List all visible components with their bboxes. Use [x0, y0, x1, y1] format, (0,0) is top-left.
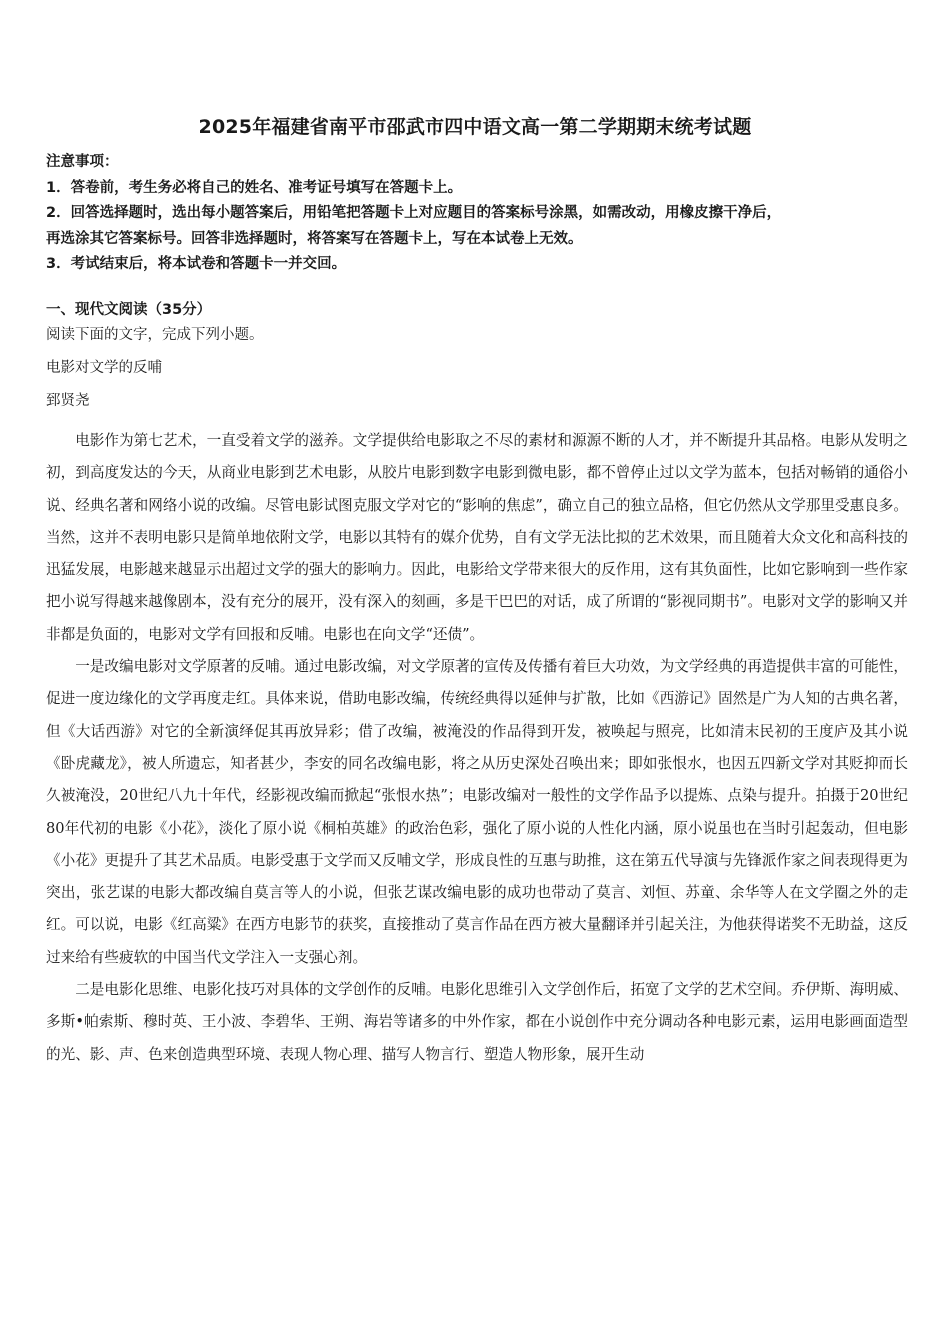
article-paragraph: 一是改编电影对文学原著的反哺。通过电影改编，对文学原著的宣传及传播有着巨大功效，为文学经典的再造提供丰富的可能性，促进一度边缘化的文学再度走红。具体来说，借助电影改编，传统经典得以延伸与扩散，比如《西游记》固然是广为人知的古典名著，但《大话西游》对它的全新演绎促其再放异彩；借了改编，被淹没的作品得到开发，被唤起与照亮，比如清末民初的王度庐及其小说《卧虎藏龙》，被人所遗忘，知者甚少，李安的同名改编电影，将之从历史深处召唤出来；即如张恨水，也因五四新文学对其贬抑而长久被淹没，20世纪八九十年代，经影视改编而掀起“张恨水热”；电影改编对一般性的文学作品予以提炼、点染与提升。拍摄于20世纪80年代初的电影《小花》，淡化了原小说《桐柏英雄》的政治色彩，强化了原小说的人性化内涵，原小说虽也在当时引起轰动，但电影《小花》更提升了其艺术品质。电影受惠于文学而又反哺文学，形成良性的互惠与助推，这在第五代导演与先锋派作家之间表现得更为突出，张艺谋的电影大都改编自莫言等人的小说，但张艺谋改编电影的成功也带动了莫言、刘恒、苏童、余华等人在文学圈之外的走红。可以说，电影《红高粱》在西方电影节的获奖，直接推动了莫言作品在西方被大量翻译并引起关注，为他获得诺奖不无助益，这反过来给有些疲软的中国当代文学注入一支强心剂。 [46, 658, 908, 966]
article-body [46, 425, 908, 1071]
article-paragraph: 二是电影化思维、电影化技巧对具体的文学创作的反哺。电影化思维引入文学创作后，拓宽了文学的艺术空间。乔伊斯、海明威、多斯•帕索斯、穆时英、王小波、李碧华、王朔、海岩等诸多的中外作家，都在小说创作中充分调动各种电影元素，运用电影画面造型的光、影、声、色来创造典型环境、表现人物心理、描写人物言行、塑造人物形象，展开生动 [46, 981, 908, 1063]
notice-item: 3．考试结束后，将本试卷和答题卡一并交回。 [46, 256, 347, 272]
article-author: 郅贤尧 [46, 393, 90, 409]
notice-item: 再选涂其它答案标号。回答非选择题时，将答案写在答题卡上，写在本试卷上无效。 [46, 230, 583, 247]
notice-heading: 注意事项： [46, 154, 119, 170]
reading-instruction: 阅读下面的文字，完成下列小题。 [46, 327, 264, 343]
article-paragraph: 电影作为第七艺术，一直受着文学的滋养。文学提供给电影取之不尽的素材和源源不断的人才，并不断提升其品格。电影从发明之初，到高度发达的今天，从商业电影到艺术电影，从胶片电影到数字电影到微电影，都不曾停止过以文学为蓝本，包括对畅销的通俗小说、经典名著和网络小说的改编。尽管电影试图克服文学对它的“影响的焦虑”，确立自己的独立品格，但它仍然从文学那里受惠良多。当然，这并不表明电影只是简单地依附文学，电影以其特有的媒介优势，自有文学无法比拟的艺术效果，而且随着大众文化和高科技的迅猛发展，电影越来越显示出超过文学的强大的影响力。因此，电影给文学带来很大的反作用，这有其负面性，比如它影响到一些作家把小说写得越来越像剧本，没有充分的展开，没有深入的刻画，多是干巴巴的对话，成了所谓的“影视同期书”。电影对文学的影响又并非都是负面的，电影对文学有回报和反哺。电影也在向文学“还债”。 [46, 432, 908, 643]
article-title: 电影对文学的反哺 [46, 360, 162, 376]
notice-item: 1．答卷前，考生务必将自己的姓名、准考证号填写在答题卡上。 [46, 179, 463, 196]
notice-block [46, 150, 910, 278]
notice-item: 2．回答选择题时，选出每小题答案后，用铅笔把答题卡上对应题目的答案标号涂黑，如需改动，用橡皮擦干净后， [46, 205, 782, 221]
section-heading: 一、现代文阅读（35分） [46, 302, 212, 318]
document-title: 2025年福建省南平市邵武市四中语文高一第二学期期末统考试题 [198, 116, 752, 138]
